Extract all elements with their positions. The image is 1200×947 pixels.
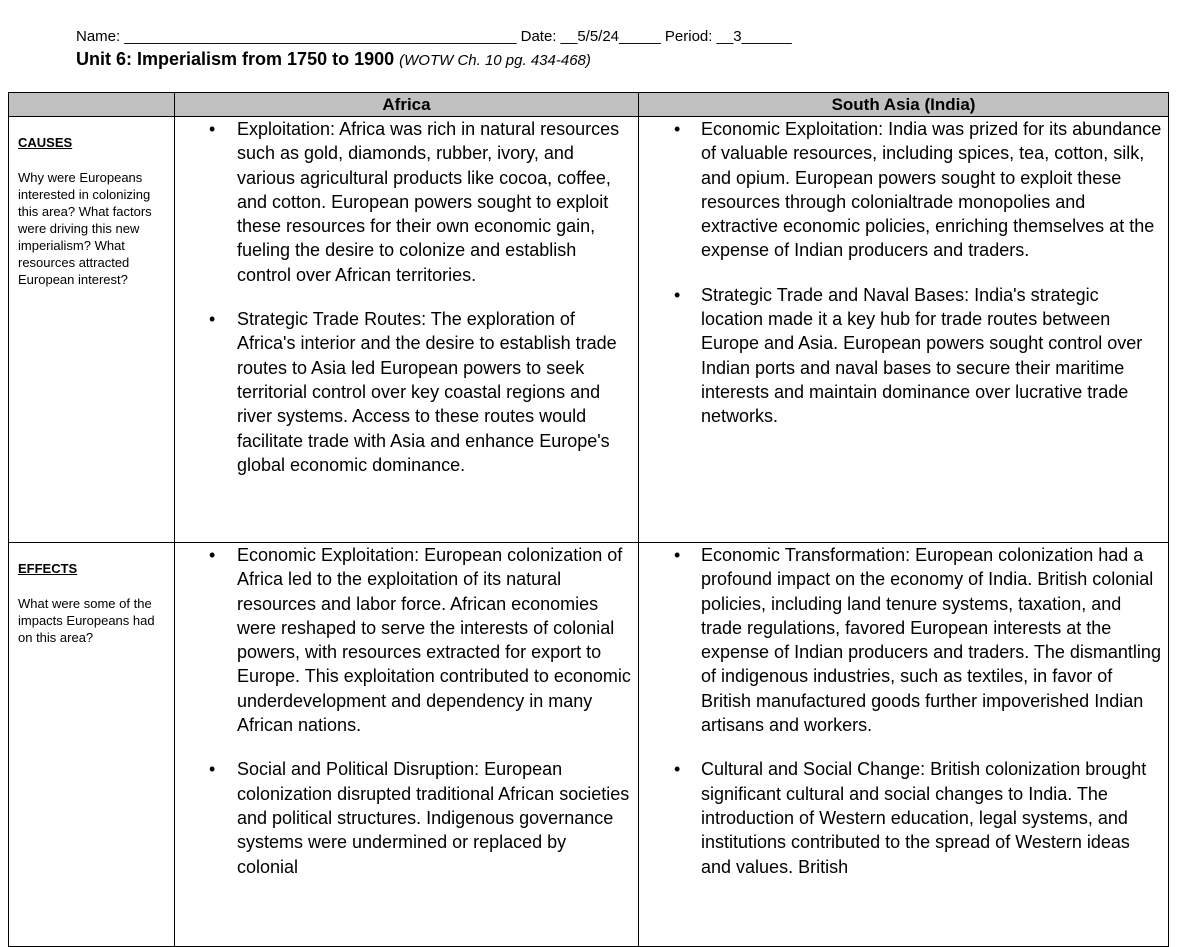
date-value[interactable]: __5/5/24_____ <box>560 28 661 45</box>
header-empty-cell <box>9 93 175 117</box>
causes-africa-list <box>175 117 638 477</box>
effects-africa-cell[interactable] <box>175 543 639 947</box>
table-header-row <box>9 93 1169 117</box>
bullet-text: Social and Political Disruption: European colonization disrupted traditional African societies and political structures. Indigenous governance systems were undermined or replaced by colonial <box>237 759 630 877</box>
bullet-icon: • <box>209 545 216 565</box>
list-item <box>175 117 638 287</box>
list-item <box>639 757 1168 878</box>
header-south-asia: South Asia (India) <box>639 93 1169 117</box>
bullet-icon: • <box>209 119 216 139</box>
list-item <box>175 543 638 737</box>
textbook-reference: (WOTW Ch. 10 pg. 434-468) <box>399 52 591 69</box>
bullet-icon: • <box>674 284 681 305</box>
causes-label-cell <box>9 117 175 543</box>
causes-description: Why were Europeans interested in colonizing this area? What factors were driving this new imperialism? What resources attracted European interest? <box>18 170 152 287</box>
bullet-text: Strategic Trade Routes: The exploration of Africa's interior and the desire to establish trade routes to Asia led European powers to seek territorial control over key coastal regions and river systems. Access to these routes would facilitate trade with Asia and enhance Europe's global economic dominance. <box>237 309 617 475</box>
causes-heading: CAUSES <box>18 135 73 150</box>
table-row-effects <box>9 543 1169 947</box>
bullet-icon: • <box>209 309 216 330</box>
bullet-text: Exploitation: Africa was rich in natural resources such as gold, diamonds, rubber, ivory, and various agricultural products like cocoa, coffee, and cotton. European powers sought to exploit these resources for their own economic gain, fueling the desire to colonize and establish control over African territories. <box>237 119 620 285</box>
causes-africa-cell[interactable] <box>175 117 639 543</box>
list-item <box>639 543 1168 737</box>
header-africa: Africa <box>175 93 639 117</box>
name-label: Name: <box>76 28 125 45</box>
bullet-text: Economic Exploitation: European colonization of Africa led to the exploitation of its natural resources and labor force. African economies were reshaped to serve the interests of colonial powers, with resources extracted for export to Europe. This exploitation contributed to economic underdevelopment and dependency in many African nations. <box>237 545 631 736</box>
list-item <box>175 757 638 878</box>
bullet-icon: • <box>674 119 681 139</box>
period-value[interactable]: __3______ <box>716 28 792 45</box>
bullet-text: Economic Transformation: European colonization had a profound impact on the economy of India. British colonial policies, including land tenure systems, taxation, and trade regulations, favored European interests at the expense of Indian producers and traders. The dismantling of indigenous industries, such as textiles, in favor of British manufactured goods further impoverished Indian artisans and workers. <box>701 545 1161 736</box>
unit-title: Unit 6: Imperialism from 1750 to 1900 <box>76 49 395 69</box>
causes-asia-cell[interactable] <box>639 117 1169 543</box>
imperialism-table <box>8 92 1169 947</box>
list-item <box>175 307 638 477</box>
effects-label-cell <box>9 543 175 947</box>
effects-asia-cell[interactable] <box>639 543 1169 947</box>
name-blank[interactable]: _______________________________________________ <box>124 28 517 45</box>
date-label: Date: <box>516 28 561 45</box>
effects-description: What were some of the impacts Europeans had on this area? <box>18 596 155 645</box>
period-label: Period: <box>660 28 717 45</box>
bullet-text: Cultural and Social Change: British colonization brought significant cultural and social changes to India. The introduction of Western education, legal systems, and institutions contributed to the spread of Western ideas and values. British <box>701 759 1147 877</box>
bullet-icon: • <box>674 759 681 780</box>
bullet-icon: • <box>209 759 216 780</box>
bullet-icon: • <box>674 545 681 565</box>
student-info-line <box>76 28 792 45</box>
page-title <box>76 49 591 70</box>
bullet-text: Strategic Trade and Naval Bases: India's strategic location made it a key hub for trade routes between Europe and Asia. European powers sought control over Indian ports and naval bases to secure their maritime interests and maintain dominance over lucrative trade networks. <box>701 284 1143 427</box>
causes-asia-list <box>639 117 1168 429</box>
effects-africa-list <box>175 543 638 879</box>
list-item <box>639 283 1168 429</box>
bullet-text: Economic Exploitation: India was prized for its abundance of valuable resources, including spices, tea, cotton, silk, and opium. European powers sought to exploit these resources through colonialtrade monopolies and extractive economic policies, enriching themselves at the expense of Indian producers and traders. <box>701 119 1162 261</box>
table-row-causes <box>9 117 1169 543</box>
list-item <box>639 117 1168 263</box>
effects-asia-list <box>639 543 1168 879</box>
effects-heading: EFFECTS <box>18 561 78 576</box>
